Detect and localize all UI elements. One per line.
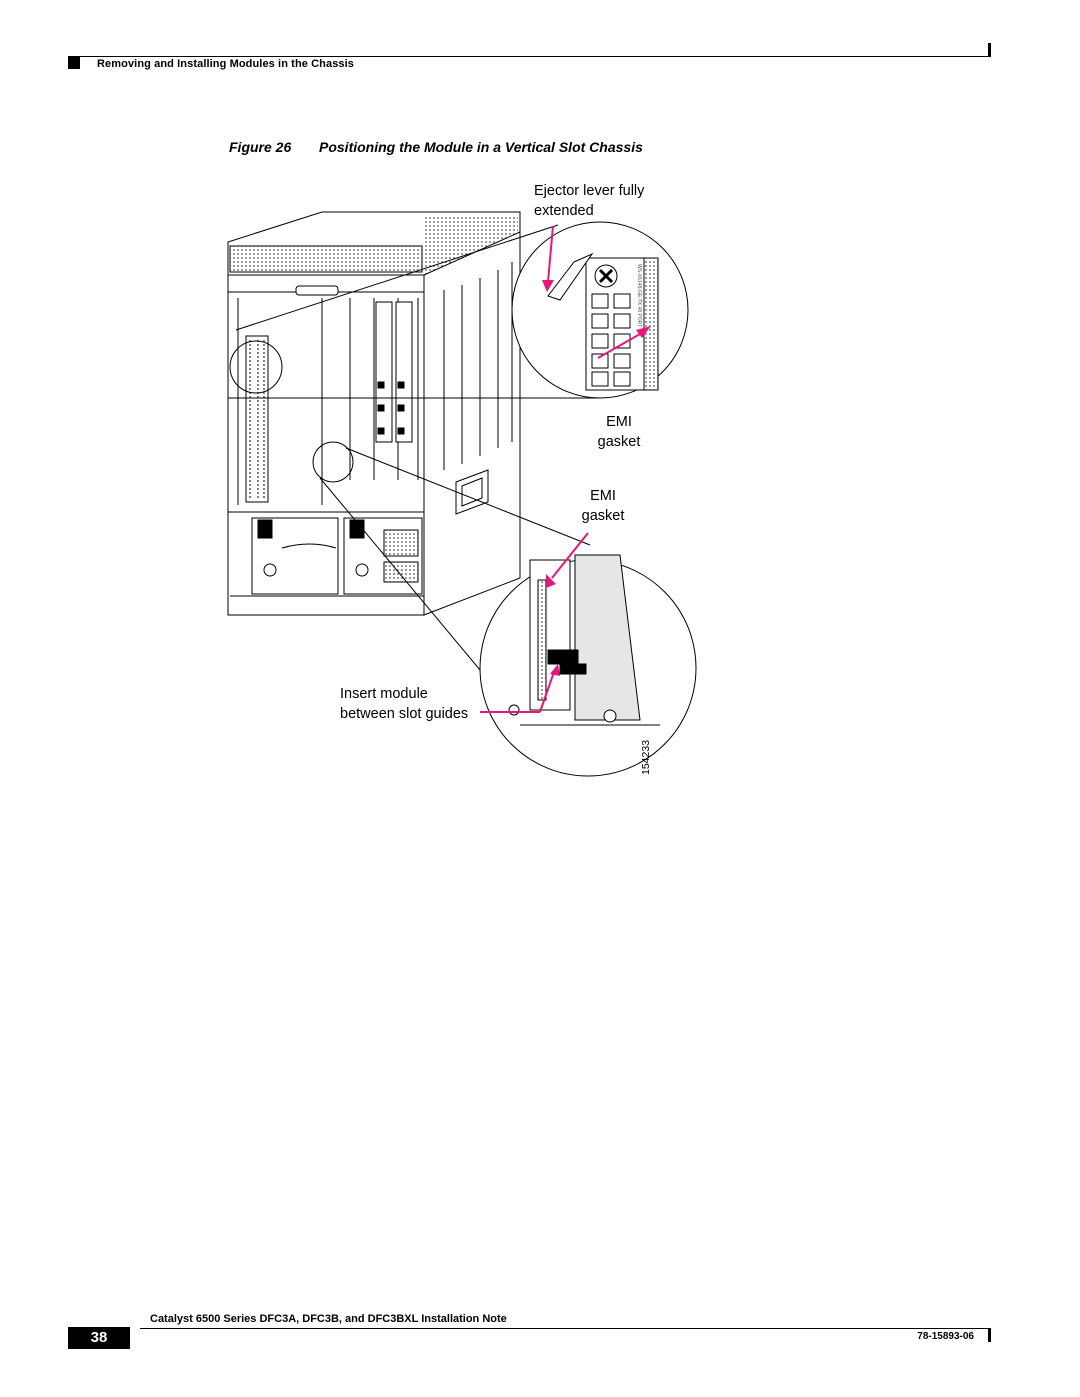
footer-doc-title: Catalyst 6500 Series DFC3A, DFC3B, and DFC3BXL Installation Note (150, 1313, 507, 1325)
emi1-callout-line2: gasket (597, 434, 641, 450)
chassis-body (228, 212, 520, 615)
insert-module-callout (340, 684, 468, 724)
footer-doc-number: 78-15893-06 (917, 1331, 974, 1342)
footer-rule (140, 1328, 991, 1329)
ejector-callout-line2: extended (534, 203, 594, 219)
emi1-callout-line1: EMI (606, 414, 632, 430)
emi2-callout-line1: EMI (590, 488, 616, 504)
module-label: WS-X6148-GE-TX 48 PORT (636, 264, 642, 328)
ejector-callout-line1: Ejector lever fully (534, 183, 645, 199)
figure-title: Positioning the Module in a Vertical Slot Chassis (319, 139, 643, 155)
slot-guide-detail (480, 555, 696, 776)
running-head: Removing and Installing Modules in the Chassis (97, 58, 355, 70)
footer-corner-bar (988, 1329, 991, 1342)
ejector-detail (512, 222, 688, 398)
figure-number: Figure 26 (229, 139, 292, 155)
insert-callout-line1: Insert module (340, 686, 428, 702)
figure-id: 154233 (640, 739, 652, 775)
emi2-callout-line2: gasket (581, 508, 625, 524)
emi-gasket-callout-bottom (576, 486, 630, 526)
emi-gasket-callout-top (592, 412, 646, 452)
ejector-lever-callout (534, 181, 644, 221)
insert-callout-line2: between slot guides (340, 706, 469, 722)
page-number: 38 (68, 1327, 130, 1349)
